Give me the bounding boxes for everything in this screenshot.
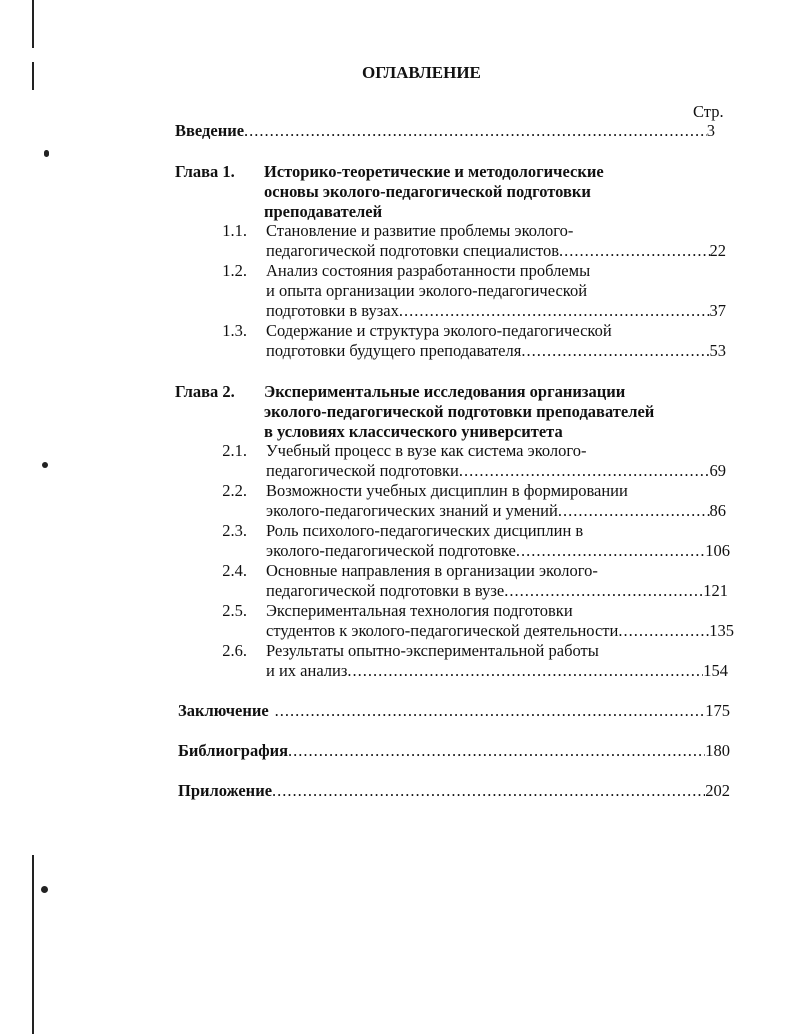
- toc-entry-intro[interactable]: [175, 121, 715, 141]
- toc-page-number: 202: [705, 781, 730, 800]
- section-number: 1.3.: [222, 321, 247, 340]
- dot-leader: [459, 461, 710, 481]
- section-number: 2.4.: [222, 561, 247, 580]
- section-number: 2.5.: [222, 601, 247, 620]
- page-title: ОГЛАВЛЕНИЕ: [362, 63, 481, 82]
- toc-entry-section[interactable]: [266, 461, 726, 481]
- dot-leader: [275, 701, 706, 721]
- chapter-title-line: эколого-педагогической подготовки преподавателей: [264, 402, 655, 421]
- dot-leader: [399, 301, 710, 321]
- dot-leader: [272, 781, 705, 801]
- chapter-title-line: Историко-теоретические и методологические: [264, 162, 604, 181]
- dot-leader: [504, 581, 703, 601]
- toc-entry-section[interactable]: [266, 661, 728, 681]
- toc-entry-bibliography[interactable]: [178, 741, 730, 761]
- section-title-line: подготовки в вузах: [266, 301, 399, 320]
- section-title-line: Учебный процесс в вузе как система эколого-: [266, 441, 587, 460]
- toc-entry-appendix[interactable]: [178, 781, 730, 801]
- toc-page-number: 22: [709, 241, 726, 260]
- toc-page-number: 175: [705, 701, 730, 720]
- section-title-line: эколого-педагогической подготовке: [266, 541, 516, 560]
- scan-edge-line-top: [32, 0, 34, 48]
- chapter-label: Глава 2.: [175, 382, 235, 401]
- toc-entry-section[interactable]: [266, 541, 730, 561]
- toc-entry-section[interactable]: [266, 621, 734, 641]
- toc-label: Приложение: [178, 781, 273, 800]
- toc-page-number: 154: [703, 661, 728, 680]
- chapter-title-line: в условиях классического университета: [264, 422, 563, 441]
- toc-label: Введение: [175, 121, 245, 140]
- chapter-label: Глава 1.: [175, 162, 235, 181]
- dot-leader: [244, 121, 707, 141]
- section-title-line: студентов к эколого-педагогической деятельности: [266, 621, 619, 640]
- section-title-line: Содержание и структура эколого-педагогической: [266, 321, 612, 340]
- chapter-title-line: преподавателей: [264, 202, 383, 221]
- section-title-line: эколого-педагогических знаний и умений: [266, 501, 558, 520]
- section-number: 2.6.: [222, 641, 247, 660]
- section-title-line: Экспериментальная технология подготовки: [266, 601, 573, 620]
- dot-leader: [559, 241, 709, 261]
- dot-leader: [558, 501, 710, 521]
- toc-page-number: 69: [709, 461, 726, 480]
- section-title-line: Становление и развитие проблемы эколого-: [266, 221, 574, 240]
- section-number: 2.2.: [222, 481, 247, 500]
- section-title-line: педагогической подготовки специалистов: [266, 241, 560, 260]
- section-title-line: Возможности учебных дисциплин в формировании: [266, 481, 628, 500]
- toc-entry-section[interactable]: [266, 241, 726, 261]
- section-title-line: и их анализ: [266, 661, 348, 680]
- section-title-line: Анализ состояния разработанности проблемы: [266, 261, 591, 280]
- toc-page-number: 53: [709, 341, 726, 360]
- dot-leader: [618, 621, 709, 641]
- toc-entry-section[interactable]: [266, 501, 726, 521]
- toc-entry-conclusion[interactable]: [178, 701, 730, 721]
- section-title-line: Основные направления в организации эколого-: [266, 561, 598, 580]
- toc-page-number: 106: [705, 541, 730, 560]
- section-title-line: и опыта организации эколого-педагогической: [266, 281, 588, 300]
- section-title-line: педагогической подготовки в вузе: [266, 581, 505, 600]
- toc-label: Заключение: [178, 701, 269, 720]
- toc-page-number: 180: [705, 741, 730, 760]
- section-number: 2.3.: [222, 521, 247, 540]
- toc-page-number: 3: [706, 121, 715, 140]
- chapter-title-line: Экспериментальные исследования организации: [264, 382, 626, 401]
- scan-edge-line-mid: [32, 62, 34, 90]
- toc-entry-section[interactable]: [266, 581, 728, 601]
- toc-entry-section[interactable]: [266, 301, 726, 321]
- punch-hole-mark-2: [42, 462, 48, 468]
- punch-hole-mark-3: [41, 886, 48, 893]
- scan-edge-line-bottom: [32, 855, 34, 1034]
- toc-page-number: 86: [709, 501, 726, 520]
- dot-leader: [347, 661, 703, 681]
- section-title-line: педагогической подготовки: [266, 461, 459, 480]
- section-title-line: Результаты опытно-экспериментальной работы: [266, 641, 599, 660]
- punch-hole-mark-1: [44, 150, 49, 157]
- section-number: 1.1.: [222, 221, 247, 240]
- section-title-line: Роль психолого-педагогических дисциплин в: [266, 521, 584, 540]
- section-number: 2.1.: [222, 441, 247, 460]
- toc-page-number: 135: [709, 621, 734, 640]
- toc-entry-section[interactable]: [266, 341, 726, 361]
- toc-page-number: 121: [703, 581, 728, 600]
- page-column-label: Стр.: [693, 102, 724, 121]
- dot-leader: [516, 541, 705, 561]
- dot-leader: [521, 341, 709, 361]
- section-title-line: подготовки будущего преподавателя: [266, 341, 522, 360]
- dot-leader: [288, 741, 705, 761]
- toc-page-number: 37: [709, 301, 726, 320]
- section-number: 1.2.: [222, 261, 247, 280]
- chapter-title-line: основы эколого-педагогической подготовки: [264, 182, 591, 201]
- toc-label: Библиография: [178, 741, 289, 760]
